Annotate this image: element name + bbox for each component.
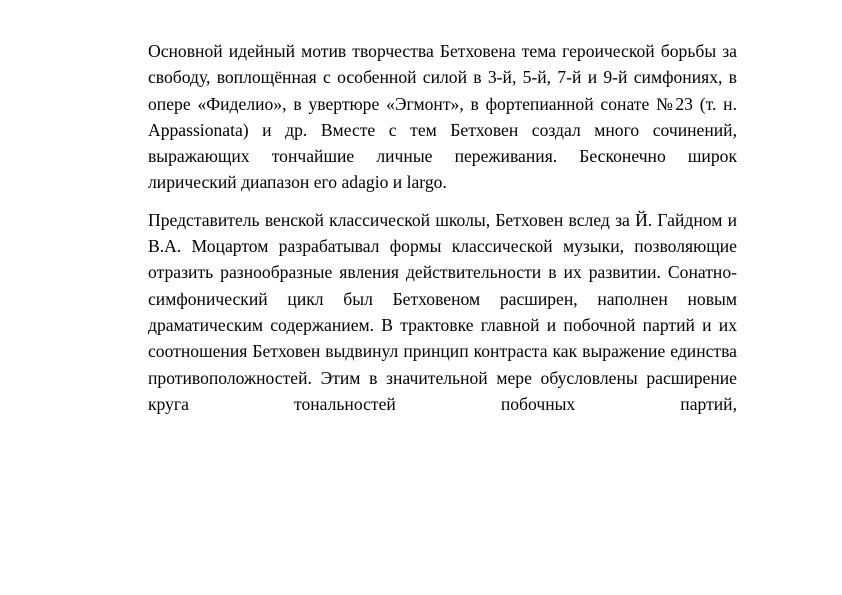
paragraph-beethoven-classical-school: Представитель венской классической школы, Бетховен вслед за Й. Гайдном и В.А. Моцартом разрабатывал формы классической музыки, позволяющие отразить разнообразные явления действительности в их развитии. Сонатно-симфонический цикл был Бетховеном расширен, наполнен новым драматическим содержанием. В трактовке главной и побочной партий и их соотношения Бетховен выдвинул принцип контраста как выражение единства противоположностей. Этим в значительной мере обусловлены расширение круга тональностей побочных партий, <box>148 209 737 414</box>
paragraph-beethoven-heroic-theme: Основной идейный мотив творчества Бетховена тема героической борьбы за свободу, воплощённая с особенной силой в 3-й, 5-й, 7-й и 9-й симфониях, в опере «Фиделио», в увертюре «Эгмонт», в фортепианной сонате №23 (т. н. Appassionata) и др. Вместе с тем Бетховен создал много сочинений, выражающих тончайшие личные переживания. Бесконечно широк лирический диапазон его adagio и largo. <box>148 41 737 193</box>
document-body <box>148 38 737 417</box>
